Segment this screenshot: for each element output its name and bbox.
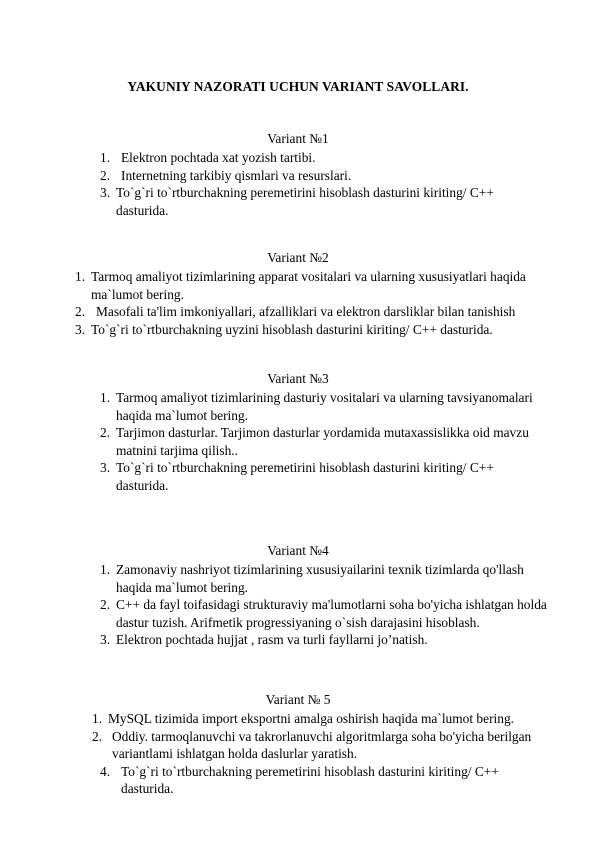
variant-1-heading: Variant №1 (267, 131, 329, 146)
variant-2-heading: Variant №2 (267, 250, 329, 265)
item-text: Internetning tarkibiy qismlari va resurslari. (121, 167, 352, 183)
item-text: C++ da fayl toifasidagi strukturaviy ma'lumotlarni soha bo'yicha ishlatgan holda dastur tuzish. Arifmetik progressiyaning o`sish darajasini hisoblash. (116, 597, 547, 630)
list-item (100, 424, 540, 459)
list-item (75, 268, 550, 303)
list-item (100, 389, 540, 424)
list-item (100, 167, 520, 185)
variant-5-heading: Variant № 5 (265, 692, 331, 707)
item-number: 1. (75, 269, 86, 284)
item-number: 1. (100, 150, 111, 165)
item-text: Masofali ta'lim imkoniyallari, afzalliklari va elektron darsliklar bilan tanishish (96, 304, 516, 319)
item-number: 2. (75, 304, 86, 319)
list-item (92, 763, 562, 798)
list-item (100, 561, 574, 596)
item-text: MySQL tizimida import eksportni amalga oshirish haqida ma`lumot bering. (108, 711, 514, 726)
item-text: Zamonaviy nashriyot tizimlarining xususiyailarini texnik tizimlarda qo'llash haqida ma`lumot bering. (116, 562, 524, 595)
variant-2-questions (75, 268, 550, 338)
item-number: 1. (100, 562, 111, 577)
item-number: 2. (92, 728, 103, 744)
list-item (100, 631, 574, 649)
item-text: To`g`ri to`rtburchakning peremetirini hisoblash dasturini kiriting/ C++ dasturida. (116, 185, 494, 218)
list-item (75, 321, 550, 339)
variant-4-heading: Variant №4 (267, 543, 329, 558)
list-item (92, 710, 562, 728)
list-item (100, 459, 540, 494)
item-text: To`g`ri to`rtburchakning uyzini hisoblash dasturini kiriting/ C++ dasturida. (91, 321, 493, 337)
item-text: Tarmoq amaliyot tizimlarining apparat vositalari va ularning xususiyatlari haqida ma`lumot bering. (91, 269, 526, 302)
item-number: 4. (100, 763, 111, 779)
variant-5-questions (92, 710, 562, 798)
item-number: 3. (100, 460, 111, 475)
item-text: Oddiy. tarmoqlanuvchi va takrorlanuvchi algoritmlarga soha bo'yicha berilgan variantlami ishlatgan holda daslurlar yaratish. (112, 728, 532, 761)
list-item (100, 596, 574, 631)
item-number: 3. (100, 632, 111, 647)
item-number: 1. (92, 711, 103, 726)
item-number: 2. (100, 597, 111, 612)
variant-3-questions (100, 389, 540, 494)
list-item (100, 149, 520, 167)
item-text: Elektron pochtada xat yozish tartibi. (121, 150, 316, 165)
item-number: 3. (100, 185, 111, 200)
item-text: To`g`ri to`rtburchakning peremetirini hisoblash dasturini kiriting/ C++ dasturida. (121, 763, 499, 796)
variant-4-questions (100, 561, 574, 649)
item-text: Tarmoq amaliyot tizimlarining dasturiy vositalari va ularning tavsiyanomalari haqida ma`lumot bering. (116, 390, 533, 423)
item-number: 3. (75, 321, 86, 337)
variant-3-heading: Variant №3 (267, 371, 329, 386)
list-item (100, 184, 520, 219)
variant-1-questions (100, 149, 520, 219)
item-number: 2. (100, 425, 111, 440)
item-text: Tarjimon dasturlar. Tarjimon dasturlar yordamida mutaxassislikka oid mavzu matnini tarjima qilish.. (116, 425, 529, 458)
list-item (75, 303, 550, 321)
list-item (92, 728, 562, 763)
item-text: Elektron pochtada hujjat , rasm va turli fayllarni jo’natish. (116, 632, 428, 647)
item-number: 1. (100, 390, 111, 405)
item-number: 2. (100, 167, 111, 183)
item-text: To`g`ri to`rtburchakning peremetirini hisoblash dasturini kiriting/ C++ dasturida. (116, 460, 494, 493)
document-title: YAKUNIY NAZORATI UCHUN VARIANT SAVOLLARI. (127, 79, 469, 94)
